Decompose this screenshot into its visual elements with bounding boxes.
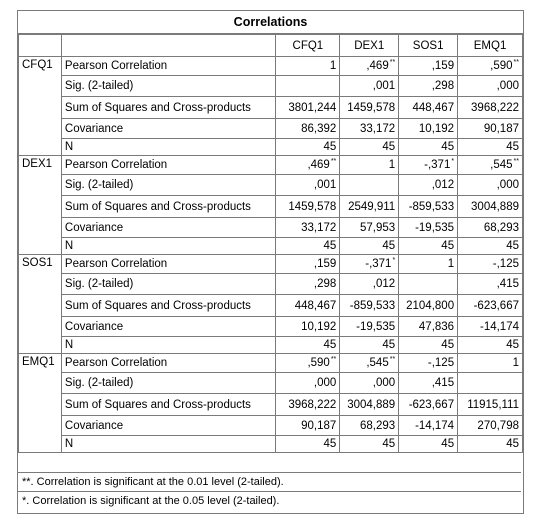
statistic-label: Pearson Correlation	[61, 57, 276, 76]
cell-value: 86,392	[301, 122, 337, 135]
cell-value: 3004,889	[471, 200, 519, 213]
cell-value: 45	[441, 240, 455, 252]
cell-value: 1	[512, 357, 519, 369]
cell-value: ,545	[490, 159, 513, 171]
value-cell	[276, 238, 340, 255]
value-cell	[340, 394, 399, 416]
statistic-label: Covariance	[61, 416, 276, 436]
cell-value: 270,798	[477, 419, 519, 432]
value-cell	[340, 337, 399, 354]
value-cell	[340, 416, 399, 436]
cell-value: 3968,222	[471, 101, 519, 114]
row-variable-label: DEX1	[19, 156, 62, 255]
value-cell	[399, 57, 458, 76]
value-cell	[399, 354, 458, 373]
value-cell	[399, 436, 458, 453]
value-cell	[340, 295, 399, 317]
value-cell	[458, 436, 523, 453]
statistic-label: Sum of Squares and Cross-products	[61, 97, 276, 119]
cell-value: 57,953	[360, 221, 396, 234]
value-cell	[458, 373, 523, 394]
column-header: EMQ1	[458, 35, 523, 57]
cell-value: 45	[382, 438, 396, 450]
cell-value: 1459,578	[288, 200, 337, 213]
table-row	[19, 196, 523, 218]
value-cell	[458, 317, 523, 337]
cell-value: -,125	[427, 357, 455, 369]
table-row	[19, 373, 523, 394]
value-cell	[458, 196, 523, 218]
value-cell	[458, 57, 523, 76]
cell-value: ,469	[307, 159, 330, 171]
footnote-005-level: *. Correlation is significant at the 0.05 level (2-tailed).	[18, 491, 521, 510]
value-cell	[399, 394, 458, 416]
table-row	[19, 139, 523, 156]
table-row	[19, 337, 523, 354]
cell-value: 45	[323, 438, 337, 450]
statistic-label: Sig. (2-tailed)	[61, 175, 276, 196]
cell-value: 1	[388, 159, 396, 171]
correlations-table-panel	[17, 10, 524, 514]
cell-value: 3004,889	[347, 398, 396, 411]
cell-value: -623,667	[408, 398, 455, 411]
value-cell	[340, 175, 399, 196]
statistic-label: N	[61, 436, 276, 453]
cell-value: 1459,578	[347, 101, 396, 114]
table-row	[19, 76, 523, 97]
cell-value: 2549,911	[348, 200, 396, 213]
table-row	[19, 97, 523, 119]
significance-marker: **	[513, 59, 519, 66]
cell-value: 68,293	[360, 419, 396, 432]
correlations-table	[18, 34, 523, 453]
corner-cell	[61, 35, 276, 57]
value-cell	[399, 317, 458, 337]
cell-value: -623,667	[473, 299, 519, 312]
cell-value: -,371	[424, 159, 451, 171]
value-cell	[399, 274, 458, 295]
cell-value: -19,535	[356, 320, 396, 333]
value-cell	[399, 218, 458, 238]
cell-value: 45	[506, 339, 519, 351]
cell-value: 448,467	[294, 299, 337, 312]
value-cell	[340, 436, 399, 453]
column-header: CFQ1	[276, 35, 340, 57]
value-cell	[399, 175, 458, 196]
value-cell	[458, 119, 523, 139]
value-cell	[340, 274, 399, 295]
value-cell	[458, 218, 523, 238]
footnote-001-level: **. Correlation is significant at the 0.01 level (2-tailed).	[18, 472, 521, 491]
statistic-label: Covariance	[61, 119, 276, 139]
statistic-label: Pearson Correlation	[61, 354, 276, 373]
cell-value: 45	[382, 339, 396, 351]
value-cell	[276, 354, 340, 373]
column-header: DEX1	[340, 35, 399, 57]
significance-marker: **	[330, 356, 337, 363]
value-cell	[276, 139, 340, 156]
table-row	[19, 295, 523, 317]
statistic-label: Sig. (2-tailed)	[61, 373, 276, 394]
value-cell	[276, 175, 340, 196]
value-cell	[276, 373, 340, 394]
cell-value: ,590	[490, 60, 513, 72]
value-cell	[458, 76, 523, 97]
table-row	[19, 218, 523, 238]
value-cell	[340, 139, 399, 156]
cell-value: 45	[382, 141, 396, 153]
statistic-label: Pearson Correlation	[61, 255, 276, 274]
statistic-label: Sum of Squares and Cross-products	[61, 196, 276, 218]
cell-value: 10,192	[301, 320, 337, 333]
cell-value: 11915,111	[467, 398, 519, 411]
statistic-label: N	[61, 337, 276, 354]
row-variable-label: EMQ1	[19, 354, 62, 453]
value-cell	[399, 416, 458, 436]
value-cell	[276, 97, 340, 119]
statistic-label: Sig. (2-tailed)	[61, 274, 276, 295]
value-cell	[340, 354, 399, 373]
value-cell	[458, 354, 523, 373]
table-row	[19, 394, 523, 416]
cell-value: 3801,244	[288, 101, 337, 114]
cell-value: ,298	[313, 278, 337, 290]
cell-value: -,125	[492, 258, 519, 270]
value-cell	[399, 373, 458, 394]
table-row	[19, 238, 523, 255]
value-cell	[340, 255, 399, 274]
value-cell	[276, 295, 340, 317]
value-cell	[340, 57, 399, 76]
cell-value: 45	[506, 141, 519, 153]
cell-value: 33,172	[360, 122, 396, 135]
cell-value: 90,187	[483, 122, 519, 135]
cell-value: 1	[447, 258, 455, 270]
table-row	[19, 255, 523, 274]
value-cell	[458, 274, 523, 295]
cell-value: 3968,222	[288, 398, 337, 411]
cell-value: -,371	[365, 258, 392, 270]
cell-value: 45	[441, 339, 455, 351]
table-row	[19, 416, 523, 436]
value-cell	[458, 97, 523, 119]
cell-value: ,000	[496, 179, 519, 191]
value-cell	[399, 156, 458, 175]
cell-value: 45	[441, 141, 455, 153]
significance-marker: **	[389, 59, 396, 66]
cell-value: ,159	[431, 60, 455, 72]
value-cell	[458, 175, 523, 196]
cell-value: ,469	[366, 60, 389, 72]
header-row	[19, 35, 523, 57]
cell-value: ,415	[496, 278, 519, 290]
value-cell	[399, 295, 458, 317]
table-row	[19, 436, 523, 453]
table-row	[19, 274, 523, 295]
cell-value: 90,187	[301, 419, 337, 432]
row-variable-label: SOS1	[19, 255, 62, 354]
value-cell	[399, 139, 458, 156]
value-cell	[340, 97, 399, 119]
statistic-label: Sum of Squares and Cross-products	[61, 295, 276, 317]
cell-value: 1	[329, 60, 337, 72]
statistic-label: Sig. (2-tailed)	[61, 76, 276, 97]
value-cell	[458, 295, 523, 317]
value-cell	[340, 156, 399, 175]
table-row	[19, 175, 523, 196]
value-cell	[340, 238, 399, 255]
cell-value: -859,533	[408, 200, 455, 213]
significance-marker: **	[389, 356, 396, 363]
cell-value: ,012	[372, 278, 396, 290]
statistic-label: Covariance	[61, 218, 276, 238]
significance-marker: *	[392, 257, 396, 264]
significance-marker: **	[513, 158, 519, 165]
value-cell	[276, 337, 340, 354]
cell-value: 45	[506, 240, 519, 252]
statistic-label: N	[61, 238, 276, 255]
statistic-label: Pearson Correlation	[61, 156, 276, 175]
value-cell	[276, 196, 340, 218]
value-cell	[399, 119, 458, 139]
value-cell	[399, 196, 458, 218]
corner-cell	[19, 35, 62, 57]
value-cell	[458, 156, 523, 175]
value-cell	[276, 436, 340, 453]
value-cell	[340, 196, 399, 218]
cell-value: ,159	[313, 258, 337, 270]
cell-value: 45	[382, 240, 396, 252]
table-row	[19, 317, 523, 337]
cell-value: -14,174	[479, 320, 519, 333]
statistic-label: Covariance	[61, 317, 276, 337]
cell-value: 47,836	[418, 320, 455, 333]
value-cell	[276, 57, 340, 76]
cell-value: 45	[323, 339, 337, 351]
value-cell	[276, 218, 340, 238]
cell-value: 448,467	[412, 101, 455, 114]
value-cell	[276, 156, 340, 175]
significance-marker: *	[451, 158, 455, 165]
value-cell	[399, 337, 458, 354]
table-row	[19, 354, 523, 373]
cell-value: -859,533	[349, 299, 396, 312]
cell-value: ,000	[496, 80, 519, 92]
value-cell	[458, 255, 523, 274]
value-cell	[458, 139, 523, 156]
cell-value: 33,172	[301, 221, 337, 234]
value-cell	[340, 218, 399, 238]
cell-value: ,415	[431, 377, 455, 389]
statistic-label: Sum of Squares and Cross-products	[61, 394, 276, 416]
cell-value: -14,174	[415, 419, 455, 432]
value-cell	[276, 255, 340, 274]
table-row	[19, 119, 523, 139]
cell-value: ,298	[431, 80, 455, 92]
value-cell	[458, 394, 523, 416]
cell-value: 10,192	[418, 122, 455, 135]
value-cell	[276, 416, 340, 436]
cell-value: ,000	[372, 377, 396, 389]
cell-value: 68,293	[483, 221, 519, 234]
cell-value: 45	[506, 438, 519, 450]
value-cell	[340, 373, 399, 394]
value-cell	[276, 394, 340, 416]
value-cell	[458, 337, 523, 354]
cell-value: ,545	[366, 357, 389, 369]
column-header: SOS1	[399, 35, 458, 57]
table-title: Correlations	[18, 11, 523, 34]
cell-value: 45	[323, 240, 337, 252]
table-row	[19, 156, 523, 175]
value-cell	[276, 119, 340, 139]
cell-value: -19,535	[415, 221, 455, 234]
cell-value: ,001	[372, 80, 396, 92]
value-cell	[399, 76, 458, 97]
cell-value: 45	[323, 141, 337, 153]
value-cell	[458, 416, 523, 436]
value-cell	[276, 317, 340, 337]
cell-value: ,012	[431, 179, 455, 191]
cell-value: 2104,800	[406, 299, 455, 312]
value-cell	[399, 238, 458, 255]
statistic-label: N	[61, 139, 276, 156]
cell-value: ,000	[313, 377, 337, 389]
value-cell	[340, 76, 399, 97]
value-cell	[276, 76, 340, 97]
value-cell	[276, 274, 340, 295]
value-cell	[399, 255, 458, 274]
cell-value: 45	[441, 438, 455, 450]
cell-value: ,590	[307, 357, 330, 369]
significance-marker: **	[330, 158, 337, 165]
value-cell	[458, 238, 523, 255]
row-variable-label: CFQ1	[19, 57, 62, 156]
value-cell	[340, 119, 399, 139]
value-cell	[399, 97, 458, 119]
table-body	[19, 35, 523, 453]
table-row	[19, 57, 523, 76]
cell-value: ,001	[313, 179, 337, 191]
value-cell	[340, 317, 399, 337]
